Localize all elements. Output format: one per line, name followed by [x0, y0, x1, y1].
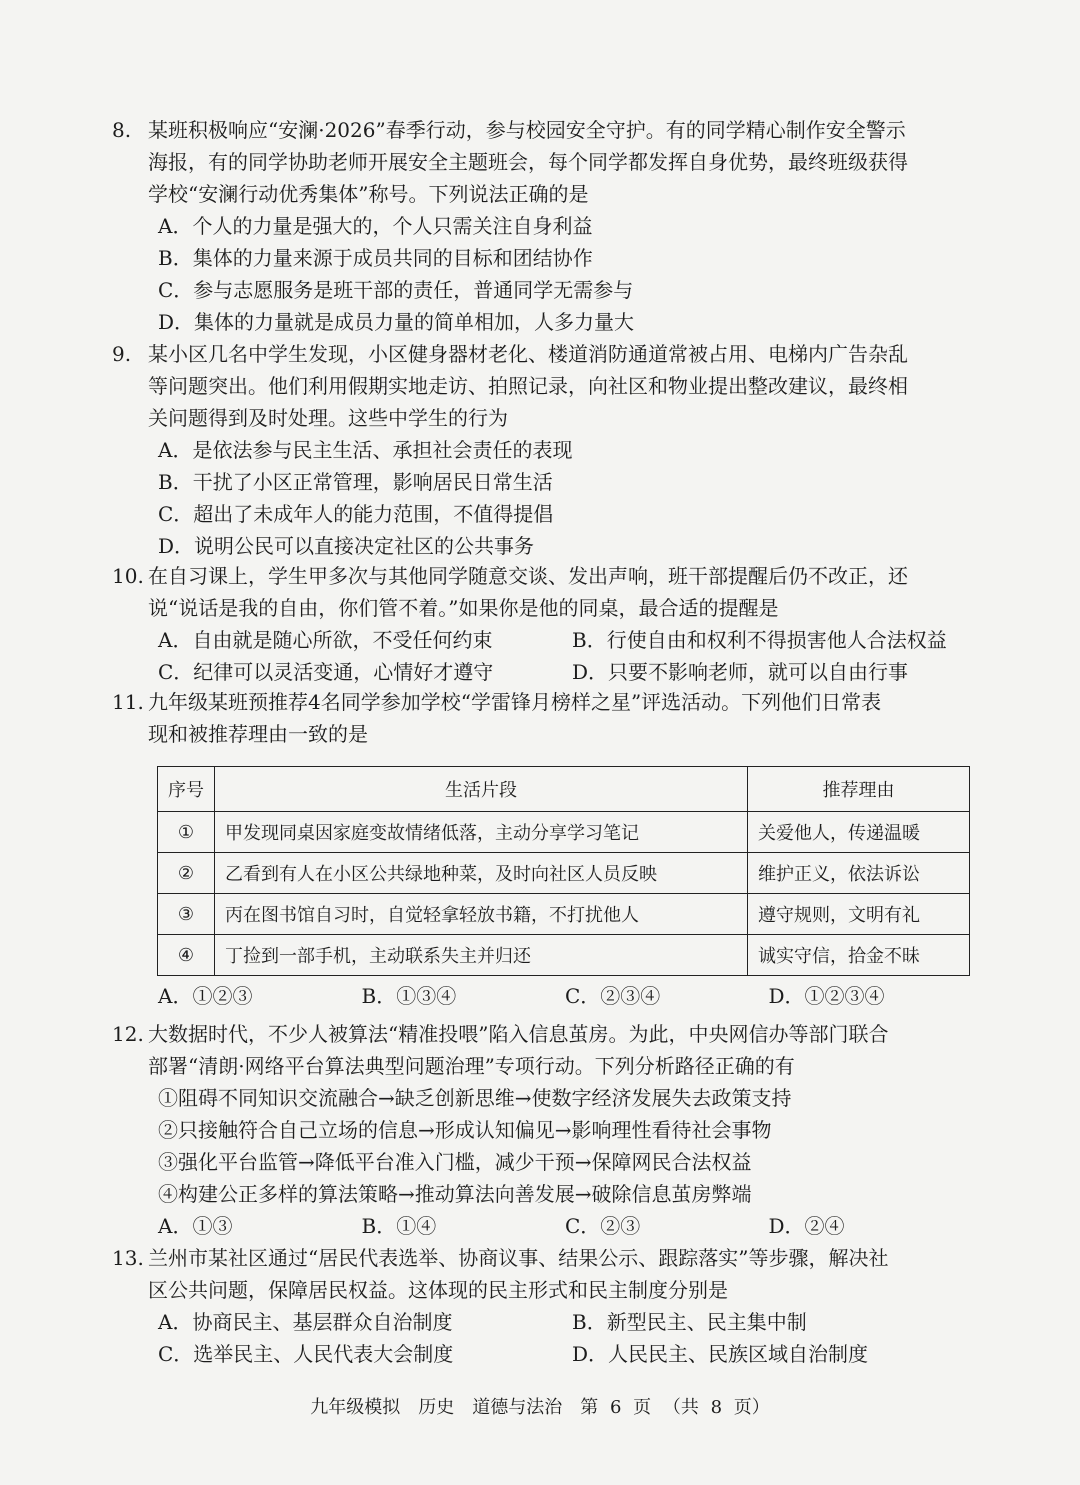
question-text: 学校“安澜行动优秀集体”称号。下列说法正确的是 — [148, 182, 589, 206]
table-cell: ① — [158, 812, 215, 853]
option-b[interactable]: B．干扰了小区正常管理，影响居民日常生活 — [158, 470, 553, 494]
option-b[interactable]: B．①④ — [361, 1214, 437, 1238]
table-row — [158, 935, 970, 976]
question-12 — [112, 1018, 972, 1242]
question-text: 某小区几名中学生发现，小区健身器材老化、楼道消防通道常被占用、电梯内广告杂乱 — [148, 342, 908, 366]
option-a[interactable]: A．自由就是随心所欲，不受任何约束 — [158, 628, 493, 652]
table-row — [158, 894, 970, 935]
table-cell: 遵守规则，文明有礼 — [748, 894, 970, 935]
option-b[interactable]: B．行使自由和权利不得损害他人合法权益 — [572, 628, 947, 652]
option-c[interactable]: C．②③④ — [565, 984, 661, 1008]
table-cell: 甲发现同桌因家庭变故情绪低落，主动分享学习笔记 — [215, 812, 748, 853]
option-c[interactable]: C．选举民主、人民代表大会制度 — [158, 1342, 454, 1366]
option-a[interactable]: A．①②③ — [158, 984, 253, 1008]
question-text: 说“说话是我的自由，你们管不着。”如果你是他的同桌，最合适的提醒是 — [148, 596, 779, 620]
statement-item: ④构建公正多样的算法策略→推动算法向善发展→破除信息茧房弊端 — [158, 1182, 752, 1206]
question-number: 9. — [112, 342, 132, 366]
question-number: 13. — [112, 1246, 144, 1270]
recommendation-table — [157, 766, 970, 976]
table-header-row — [158, 767, 970, 812]
column-header: 序号 — [158, 767, 215, 812]
option-b[interactable]: B．①③④ — [361, 984, 457, 1008]
table-cell: 丙在图书馆自习时，自觉轻拿轻放书籍，不打扰他人 — [215, 894, 748, 935]
question-text: 部署“清朗·网络平台算法典型问题治理”专项行动。下列分析路径正确的有 — [148, 1054, 795, 1078]
option-d[interactable]: D．②④ — [768, 1214, 845, 1238]
table-cell: ④ — [158, 935, 215, 976]
option-d[interactable]: D．说明公民可以直接决定社区的公共事务 — [158, 534, 535, 558]
question-number: 11. — [112, 690, 144, 714]
question-number: 12. — [112, 1022, 144, 1046]
option-d[interactable]: D．集体的力量就是成员力量的简单相加，人多力量大 — [158, 310, 635, 334]
question-10 — [112, 560, 972, 688]
statement-item: ①阻碍不同知识交流融合→缺乏创新思维→使数字经济发展失去政策支持 — [158, 1086, 792, 1110]
table-row — [158, 853, 970, 894]
column-header: 推荐理由 — [748, 767, 970, 812]
question-11 — [112, 686, 972, 750]
option-c[interactable]: C．纪律可以灵活变通，心情好才遵守 — [158, 660, 494, 684]
table-cell: 丁捡到一部手机，主动联系失主并归还 — [215, 935, 748, 976]
option-a[interactable]: A．是依法参与民主生活、承担社会责任的表现 — [158, 438, 573, 462]
page-footer: 九年级模拟 历史 道德与法治 第 6 页 （共 8 页） — [310, 1397, 770, 1418]
table-row — [158, 812, 970, 853]
question-8 — [112, 114, 972, 338]
option-d[interactable]: D．①②③④ — [768, 984, 885, 1008]
question-text: 关问题得到及时处理。这些中学生的行为 — [148, 406, 508, 430]
question-text: 九年级某班预推荐4名同学参加学校“学雷锋月榜样之星”评选活动。下列他们日常表 — [148, 690, 882, 714]
option-a[interactable]: A．个人的力量是强大的，个人只需关注自身利益 — [158, 214, 593, 238]
statement-item: ②只接触符合自己立场的信息→形成认知偏见→影响理性看待社会事物 — [158, 1118, 772, 1142]
table-cell: 诚实守信，拾金不昧 — [748, 935, 970, 976]
question-text: 兰州市某社区通过“居民代表选举、协商议事、结果公示、跟踪落实”等步骤，解决社 — [148, 1246, 889, 1270]
question-text: 现和被推荐理由一致的是 — [148, 722, 368, 746]
table-cell: ③ — [158, 894, 215, 935]
option-c[interactable]: C．参与志愿服务是班干部的责任，普通同学无需参与 — [158, 278, 634, 302]
table-cell: 关爱他人，传递温暖 — [748, 812, 970, 853]
question-9 — [112, 338, 972, 562]
question-text: 区公共问题，保障居民权益。这体现的民主形式和民主制度分别是 — [148, 1278, 728, 1302]
column-header: 生活片段 — [215, 767, 748, 812]
option-a[interactable]: A．①③ — [158, 1214, 233, 1238]
option-d[interactable]: D．只要不影响老师，就可以自由行事 — [572, 660, 909, 684]
option-b[interactable]: B．新型民主、民主集中制 — [572, 1310, 807, 1334]
table-cell: ② — [158, 853, 215, 894]
statement-item: ③强化平台监管→降低平台准入门槛，减少干预→保障网民合法权益 — [158, 1150, 752, 1174]
question-text: 在自习课上，学生甲多次与其他同学随意交谈、发出声响，班干部提醒后仍不改正，还 — [148, 564, 908, 588]
question-number: 10. — [112, 564, 144, 588]
table-cell: 维护正义，依法诉讼 — [748, 853, 970, 894]
option-c[interactable]: C．②③ — [565, 1214, 641, 1238]
question-text: 大数据时代，不少人被算法“精准投喂”陷入信息茧房。为此，中央网信办等部门联合 — [148, 1022, 889, 1046]
table-cell: 乙看到有人在小区公共绿地种菜，及时向社区人员反映 — [215, 853, 748, 894]
question-number: 8. — [112, 118, 132, 142]
question-text: 某班积极响应“安澜·2026”春季行动，参与校园安全守护。有的同学精心制作安全警示 — [148, 118, 906, 142]
option-b[interactable]: B．集体的力量来源于成员共同的目标和团结协作 — [158, 246, 593, 270]
question-text: 海报，有的同学协助老师开展安全主题班会，每个同学都发挥自身优势，最终班级获得 — [148, 150, 908, 174]
option-d[interactable]: D．人民民主、民族区域自治制度 — [572, 1342, 869, 1366]
question-text: 等问题突出。他们利用假期实地走访、拍照记录，向社区和物业提出整改建议，最终相 — [148, 374, 908, 398]
question-13 — [112, 1242, 972, 1370]
option-a[interactable]: A．协商民主、基层群众自治制度 — [158, 1310, 453, 1334]
option-c[interactable]: C．超出了未成年人的能力范围，不值得提倡 — [158, 502, 554, 526]
question-11-options — [112, 980, 972, 1012]
